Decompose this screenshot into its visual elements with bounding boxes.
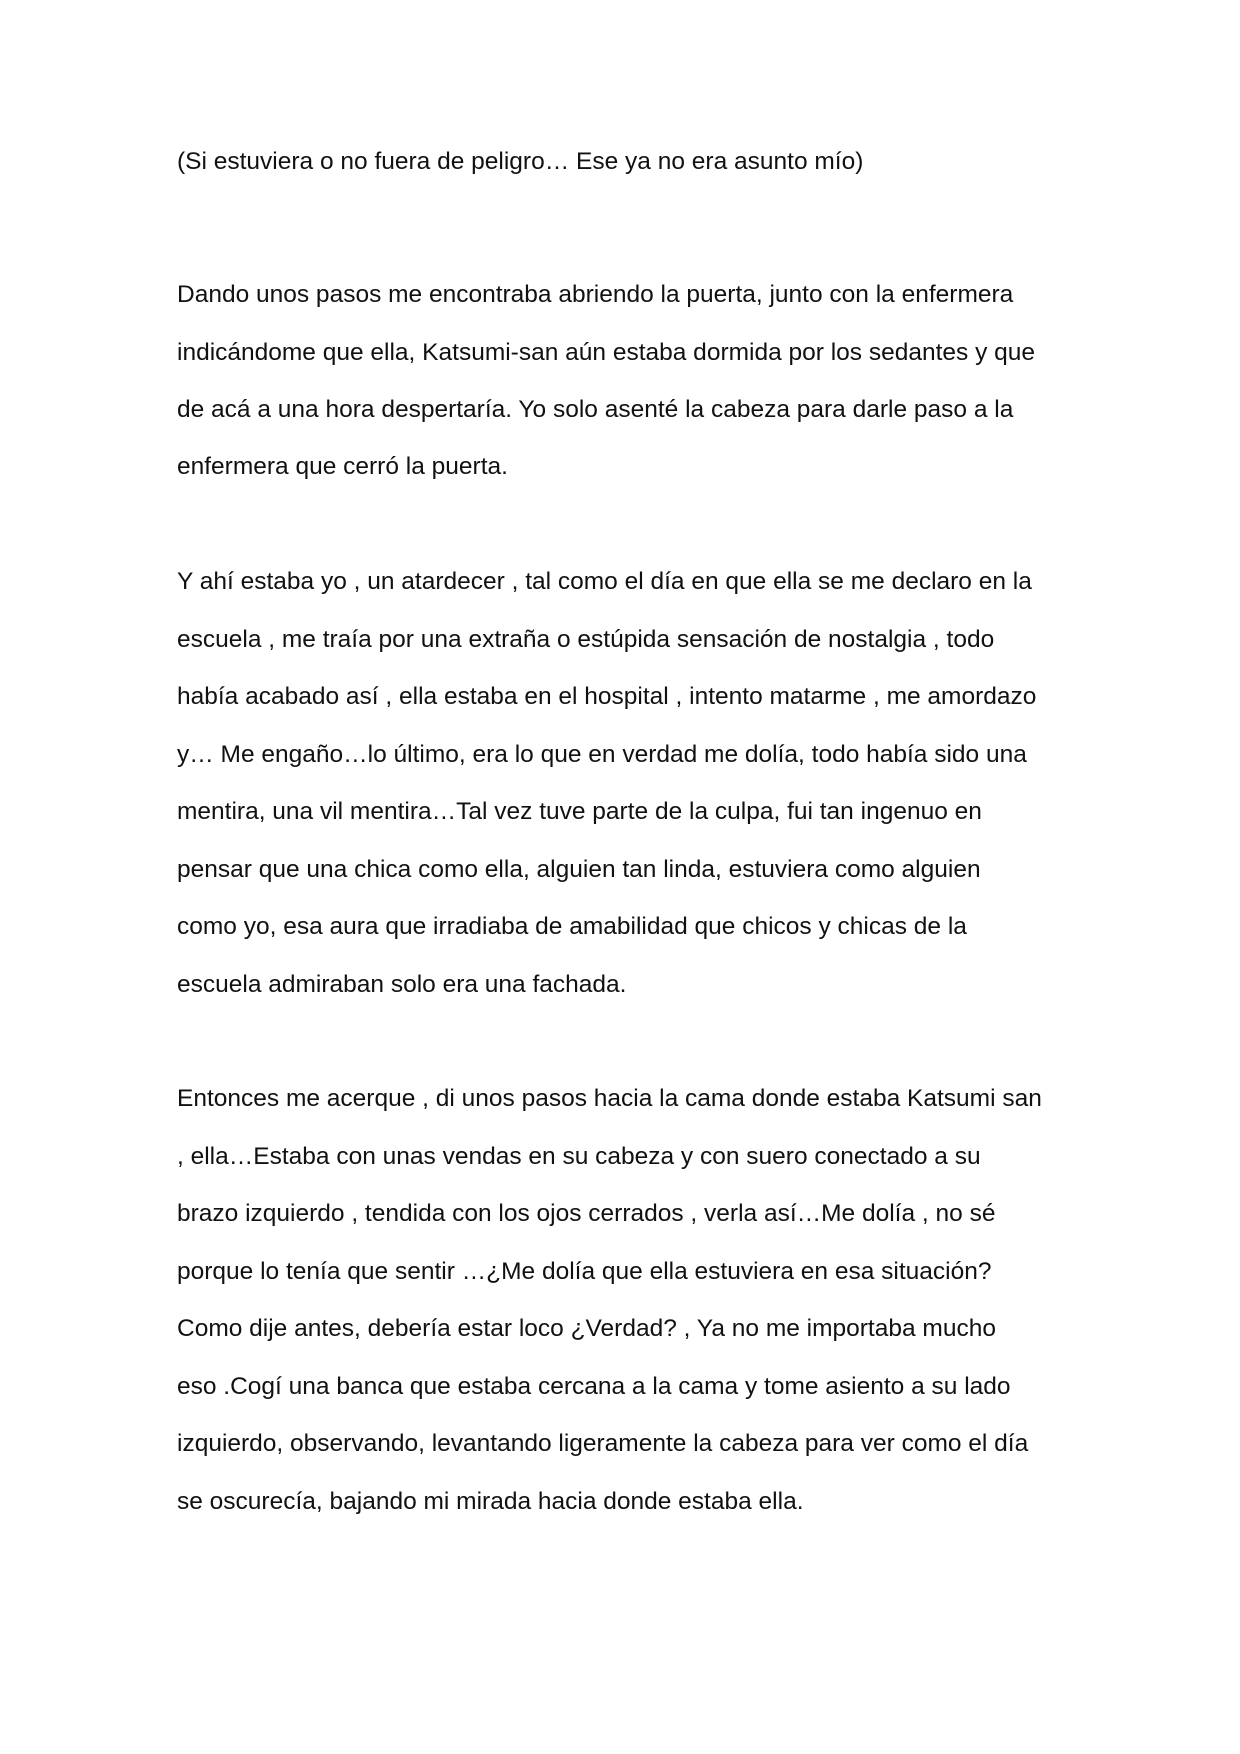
text-line: escuela , me traía por una extraña o estúpida sensación de nostalgia , todo	[177, 626, 995, 653]
text-line: mentira, una vil mentira…Tal vez tuve parte de la culpa, fui tan ingenuo en	[177, 798, 982, 825]
text-line: y… Me engaño…lo último, era lo que en verdad me dolía, todo había sido una	[177, 741, 1027, 768]
text-line: Dando unos pasos me encontraba abriendo la puerta, junto con la enfermera	[177, 281, 1014, 308]
text-line: Entonces me acerque , di unos pasos hacia la cama donde estaba Katsumi san	[177, 1085, 1042, 1112]
text-line: Como dije antes, debería estar loco ¿Verdad? , Ya no me importaba mucho	[177, 1315, 996, 1342]
text-line: brazo izquierdo , tendida con los ojos cerrados , verla así…Me dolía , no sé	[177, 1200, 996, 1227]
text-line: Y ahí estaba yo , un atardecer , tal como el día en que ella se me declaro en la	[177, 568, 1032, 595]
text-line: como yo, esa aura que irradiaba de amabilidad que chicos y chicas de la	[177, 913, 967, 940]
text-line: (Si estuviera o no fuera de peligro… Ese ya no era asunto mío)	[177, 148, 864, 175]
text-line: porque lo tenía que sentir …¿Me dolía que ella estuviera en esa situación?	[177, 1258, 992, 1285]
text-line: indicándome que ella, Katsumi-san aún estaba dormida por los sedantes y que	[177, 339, 1036, 366]
text-line: había acabado así , ella estaba en el hospital , intento matarme , me amordazo	[177, 683, 1037, 710]
text-line: eso .Cogí una banca que estaba cercana a la cama y tome asiento a su lado	[177, 1373, 1011, 1400]
text-line: de acá a una hora despertaría. Yo solo asenté la cabeza para darle paso a la	[177, 396, 1014, 423]
text-line: enfermera que cerró la puerta.	[177, 453, 508, 480]
text-line: pensar que una chica como ella, alguien tan linda, estuviera como alguien	[177, 856, 981, 883]
text-line: izquierdo, observando, levantando ligeramente la cabeza para ver como el día	[177, 1430, 1029, 1457]
text-line: se oscurecía, bajando mi mirada hacia donde estaba ella.	[177, 1488, 804, 1515]
text-line: , ella…Estaba con unas vendas en su cabeza y con suero conectado a su	[177, 1143, 981, 1170]
text-line: escuela admiraban solo era una fachada.	[177, 971, 627, 998]
